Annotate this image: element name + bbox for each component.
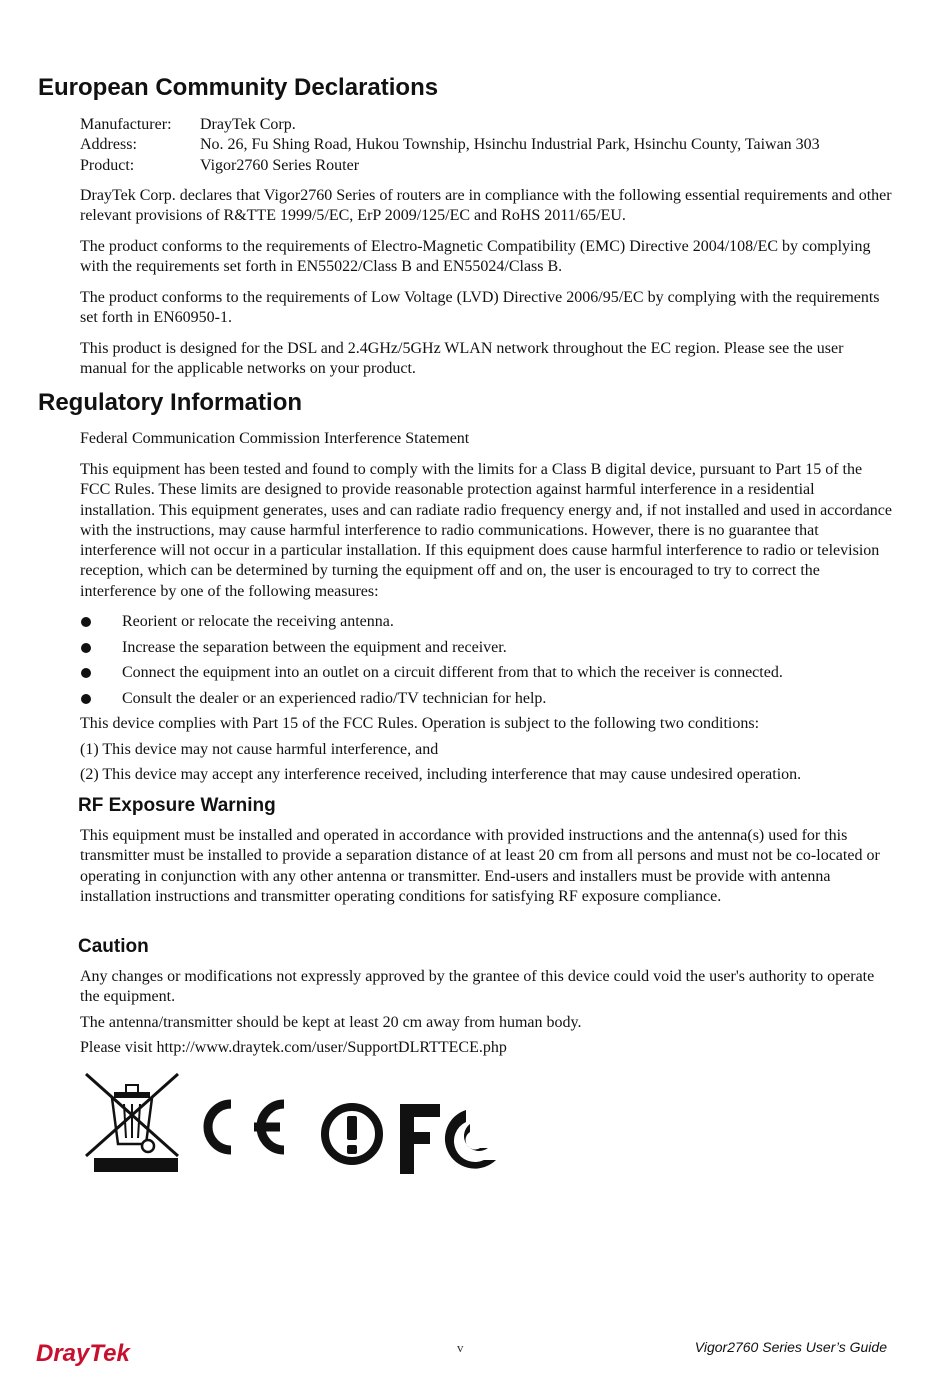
address-label: Address: [80, 136, 137, 154]
fcc-paragraph: This equipment has been tested and found to comply with the limits for a Class B digital device, pursuant to Part 15 of the FCC Rules. These limits are designed to provide reasonable protection against harmful interference in a residential installation. This equipment generates, uses and can radiate radio frequency energy and, if not installed and used in accordance with the instructions, may cause harmful interference to radio communications. However, there is no guarantee that interference will not occur in a particular installation. If this equipment does cause harmful interference to radio or television reception, which can be determined by turning the equipment off and on, the user is encouraged to try to correct the interference by one of the following measures: [80, 461, 893, 600]
bullet-icon [81, 668, 91, 678]
ce-mark-icon [208, 1104, 284, 1150]
guide-title: Vigor2760 Series User’s Guide [694, 1339, 887, 1355]
compliance-logos-svg [84, 1070, 504, 1180]
antenna-distance-line: The antenna/transmitter should be kept at least 20 cm away from human body. [80, 1014, 582, 1031]
section-title-regulatory: Regulatory Information [38, 389, 303, 416]
section-title-caution: Caution [78, 936, 149, 957]
eu-paragraph-3: The product conforms to the requirements of Low Voltage (LVD) Directive 2006/95/EC by complying with the requirements set forth in EN60950-1. [80, 289, 880, 327]
draytek-logo-svg [36, 1336, 161, 1370]
fcc-statement-title: Federal Communication Commission Interference Statement [80, 430, 470, 447]
fcc-logo-icon [400, 1104, 496, 1174]
address-value: No. 26, Fu Shing Road, Hukou Township, Hsinchu Industrial Park, Hsinchu County, Taiwan 303 [200, 136, 820, 154]
fcc-condition-1: (1) This device may not cause harmful interference, and [80, 741, 439, 758]
manufacturer-label: Manufacturer: [80, 116, 172, 133]
weee-icon [86, 1074, 178, 1172]
caution-paragraph: Any changes or modifications not expressly approved by the grantee of this device could void the user's authority to operate the equipment. [80, 968, 875, 1006]
alert-mark-icon [325, 1107, 379, 1161]
manufacturer-row [80, 115, 820, 135]
section-title-rf: RF Exposure Warning [78, 795, 276, 816]
fcc-condition-2: (2) This device may accept any interference received, including interference that may cause undesired operation. [80, 766, 802, 783]
address-row [80, 135, 820, 155]
support-url-line: Please visit http://www.draytek.com/user/SupportDLRTTECE.php [80, 1039, 507, 1056]
eu-paragraph-1: DrayTek Corp. declares that Vigor2760 Series of routers are in compliance with the following essential requirements and other relevant provisions of R&TTE 1999/5/EC, ErP 2009/125/EC and RoHS 2011/65/EU. [80, 187, 892, 225]
page-number: v [457, 1340, 464, 1355]
draytek-logo [36, 1336, 161, 1375]
bullet-icon [81, 643, 91, 653]
product-value: Vigor2760 Series Router [200, 156, 360, 174]
compliance-logos [84, 1070, 504, 1185]
product-row [80, 156, 820, 176]
manufacturer-value: DrayTek Corp. [200, 116, 296, 133]
rf-paragraph: This equipment must be installed and operated in accordance with provided instructions and the antenna(s) used for this transmitter must be installed to provide a separation distance of at least 20 cm from all persons and must not be co-located or operating in conjunction with any other antenna or transmitter. End-users and installers must be provide with antenna installation instructions and transmitter operating conditions for satisfying RF exposure compliance. [80, 827, 880, 905]
draytek-wordmark: DrayTek [36, 1340, 130, 1367]
eu-paragraph-4: This product is designed for the DSL and 2.4GHz/5GHz WLAN network throughout the EC region. Please see the user manual for the applicable networks on your product. [80, 340, 844, 378]
eu-paragraph-2: The product conforms to the requirements of Electro-Magnetic Compatibility (EMC) Directive 2004/108/EC by complying with the requirements set forth in EN55022/Class B and EN55024/Class B. [80, 238, 871, 276]
section-title-eu: European Community Declarations [38, 74, 439, 101]
bullet-icon [81, 617, 91, 627]
bullet-icon [81, 694, 91, 704]
declaration-details [80, 115, 820, 176]
product-label: Product: [80, 156, 135, 174]
fcc-compliance-line: This device complies with Part 15 of the FCC Rules. Operation is subject to the following two conditions: [80, 715, 760, 732]
